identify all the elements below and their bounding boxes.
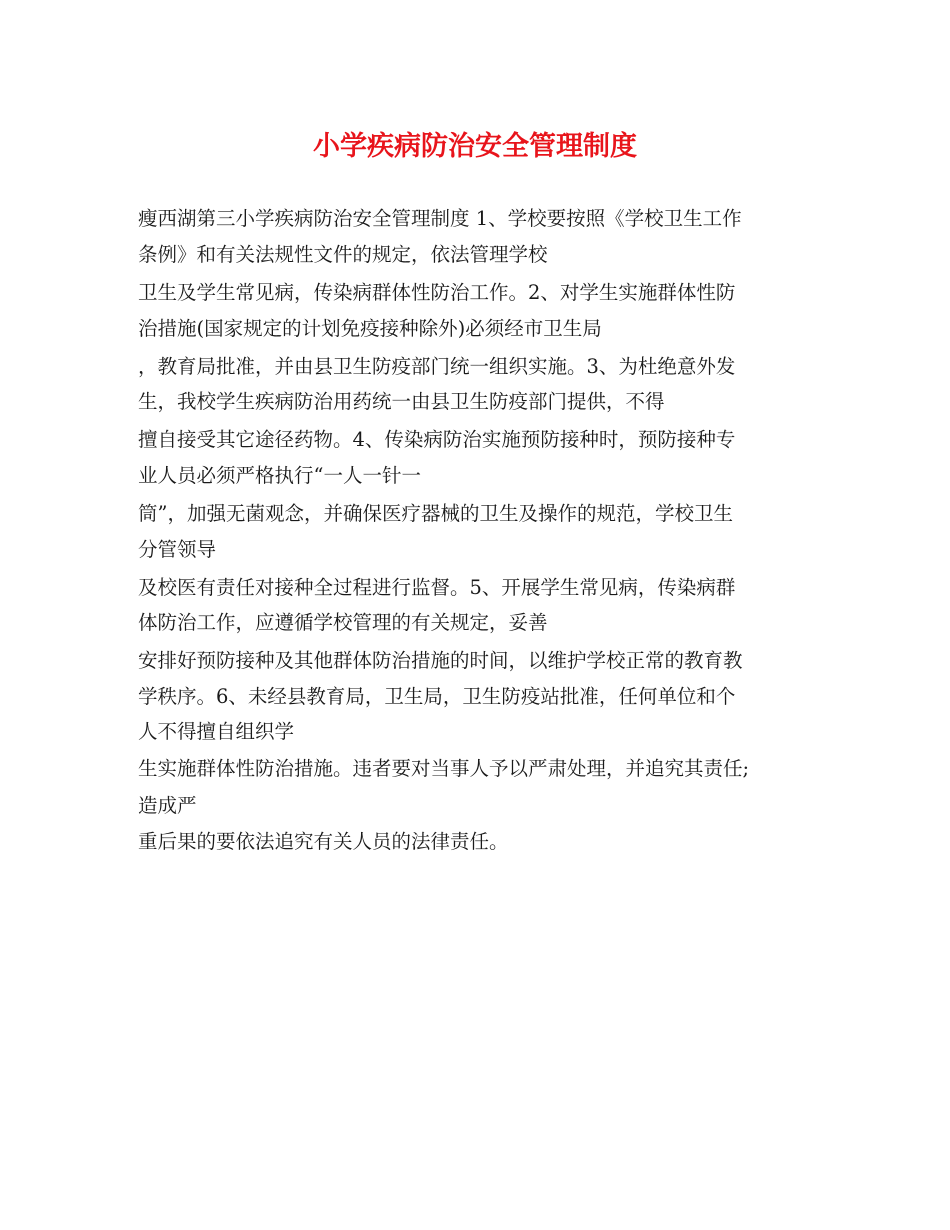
body-line-11: 及校医有责任对接种全过程进行监督。5、开展学生常见病，传染病群 <box>138 576 736 599</box>
body-line-7: 擅自接受其它途径药物。4、传染病防治实施预防接种时，预防接种专 <box>138 428 736 451</box>
body-line-3: 卫生及学生常见病，传染病群体性防治工作。2、对学生实施群体性防 <box>138 281 736 304</box>
body-line-4: 治措施(国家规定的计划免疫接种除外)必须经市卫生局 <box>138 317 602 340</box>
body-line-5: ，教育局批准，并由县卫生防疫部门统一组织实施。3、为杜绝意外发 <box>138 355 736 378</box>
body-line-17: 造成严 <box>138 794 197 817</box>
body-line-9: 筒”，加强无菌观念，并确保医疗器械的卫生及操作的规范，学校卫生 <box>138 502 733 525</box>
body-line-2: 条例》和有关法规性文件的规定，依法管理学校 <box>138 243 548 266</box>
body-line-14: 学秩序。6、未经县教育局，卫生局，卫生防疫站批准，任何单位和个 <box>138 685 736 708</box>
body-line-13: 安排好预防接种及其他群体防治措施的时间，以维护学校正常的教育教 <box>138 649 743 672</box>
body-line-18: 重后果的要依法追究有关人员的法律责任。 <box>138 830 509 853</box>
body-line-8: 业人员必须严格执行“一人一针一 <box>138 464 421 487</box>
body-line-6: 生，我校学生疾病防治用药统一由县卫生防疫部门提供，不得 <box>138 390 665 413</box>
body-line-15: 人不得擅自组织学 <box>138 720 295 743</box>
document-title: 小学疾病防治安全管理制度 <box>313 131 637 162</box>
body-line-10: 分管领导 <box>138 538 217 561</box>
body-line-12: 体防治工作，应遵循学校管理的有关规定，妥善 <box>138 611 548 634</box>
body-line-1: 瘦西湖第三小学疾病防治安全管理制度 1、学校要按照《学校卫生工作 <box>138 207 742 230</box>
body-line-16: 生实施群体性防治措施。违者要对当事人予以严肃处理，并追究其责任; <box>138 757 750 780</box>
